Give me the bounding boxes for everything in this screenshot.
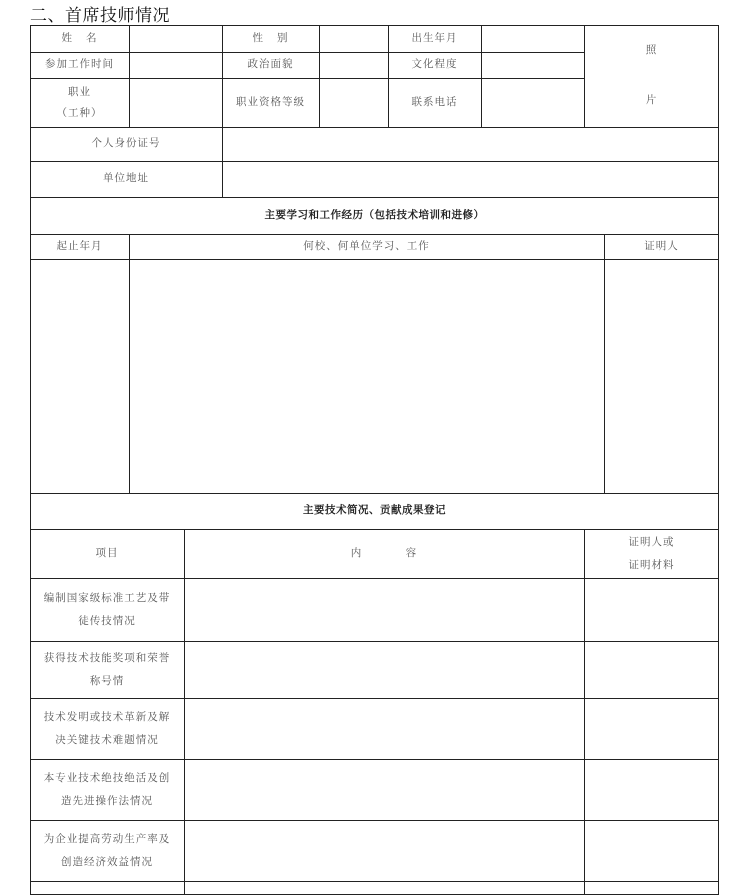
achievement-row-label-line1: 编制国家级标准工艺及带 — [43, 592, 171, 605]
occupation-field[interactable] — [129, 78, 222, 127]
achievement-content-header: 内 容 — [350, 546, 418, 559]
work-start-label: 参加工作时间 — [45, 58, 114, 71]
qualification-label: 职业资格等级 — [236, 95, 305, 108]
id-number-field[interactable] — [222, 127, 719, 161]
achievement-row-label — [30, 698, 184, 759]
id-number-label: 个人身份证号 — [91, 137, 161, 150]
gender-label: 性 别 — [252, 31, 289, 44]
achievement-item-header: 项目 — [95, 546, 119, 559]
achievement-row-label — [30, 820, 184, 881]
name-label: 姓 名 — [61, 31, 98, 44]
photo-label-top: 照 — [645, 44, 658, 56]
achievement-row-label — [30, 641, 184, 698]
phone-label: 联系电话 — [411, 95, 458, 108]
achievement-content-field[interactable] — [184, 641, 584, 698]
achievement-proof-field[interactable] — [584, 759, 719, 820]
achievement-proof-field[interactable] — [584, 578, 719, 641]
experience-detail-header: 何校、何单位学习、工作 — [303, 239, 430, 252]
achievement-content-field[interactable] — [184, 820, 584, 881]
name-field[interactable] — [129, 25, 222, 52]
experience-period-header: 起止年月 — [56, 239, 103, 252]
achievement-proof-field[interactable] — [584, 820, 719, 881]
address-field[interactable] — [222, 161, 719, 197]
gender-field[interactable] — [319, 25, 388, 52]
phone-field[interactable] — [481, 78, 584, 127]
occupation-label — [30, 78, 129, 127]
achievements-heading: 主要技术简况、贡献成果登记 — [303, 504, 446, 517]
achievement-row-label-line2: 创造经济效益情况 — [61, 855, 153, 868]
qualification-field[interactable] — [319, 78, 388, 127]
address-label: 单位地址 — [103, 172, 149, 185]
experience-heading: 主要学习和工作经历（包括技术培训和进修） — [264, 208, 485, 221]
achievement-content-field[interactable] — [184, 759, 584, 820]
political-field[interactable] — [319, 52, 388, 78]
occupation-label-line2: （工种） — [56, 106, 103, 119]
achievement-row-label-line1: 获得技术技能奖项和荣誉 — [43, 652, 171, 665]
achievement-content-field[interactable] — [184, 698, 584, 759]
row-divider — [30, 881, 719, 882]
occupation-label-line1: 职业 — [68, 86, 91, 99]
photo-cell[interactable] — [584, 25, 719, 127]
birth-field[interactable] — [481, 25, 584, 52]
achievement-proof-header-line2: 证明材料 — [628, 558, 675, 571]
achievement-row-label — [30, 578, 184, 641]
achievement-row-label — [30, 759, 184, 820]
education-field[interactable] — [481, 52, 584, 78]
achievement-proof-field[interactable] — [584, 641, 719, 698]
political-label: 政治面貌 — [247, 58, 294, 71]
experience-period-field[interactable] — [30, 259, 129, 493]
achievement-row-label-line2: 徒传技情况 — [78, 614, 136, 627]
achievement-proof-header — [584, 529, 719, 578]
achievement-row-label-line1: 为企业提高劳动生产率及 — [43, 833, 171, 846]
photo-label-bottom: 片 — [645, 94, 658, 107]
achievement-content-field[interactable] — [184, 578, 584, 641]
achievement-row-label-line2: 造先进操作法情况 — [61, 794, 153, 807]
experience-witness-field[interactable] — [604, 259, 719, 493]
achievement-proof-field[interactable] — [584, 698, 719, 759]
achievement-row-label-line1: 技术发明或技术革新及解 — [43, 711, 171, 724]
achievement-proof-header-line1: 证明人或 — [628, 536, 675, 549]
achievement-row-label-line2: 决关键技术难题情况 — [55, 733, 159, 746]
birth-label: 出生年月 — [411, 31, 458, 44]
education-label: 文化程度 — [411, 58, 458, 71]
experience-detail-field[interactable] — [129, 259, 604, 493]
section-title: 二、首席技师情况 — [30, 6, 170, 26]
achievement-row-label-line1: 本专业技术绝技绝活及创 — [43, 772, 171, 785]
experience-witness-header: 证明人 — [644, 239, 679, 252]
work-start-field[interactable] — [129, 52, 222, 78]
achievement-row-label-line2: 称号情 — [89, 674, 125, 687]
